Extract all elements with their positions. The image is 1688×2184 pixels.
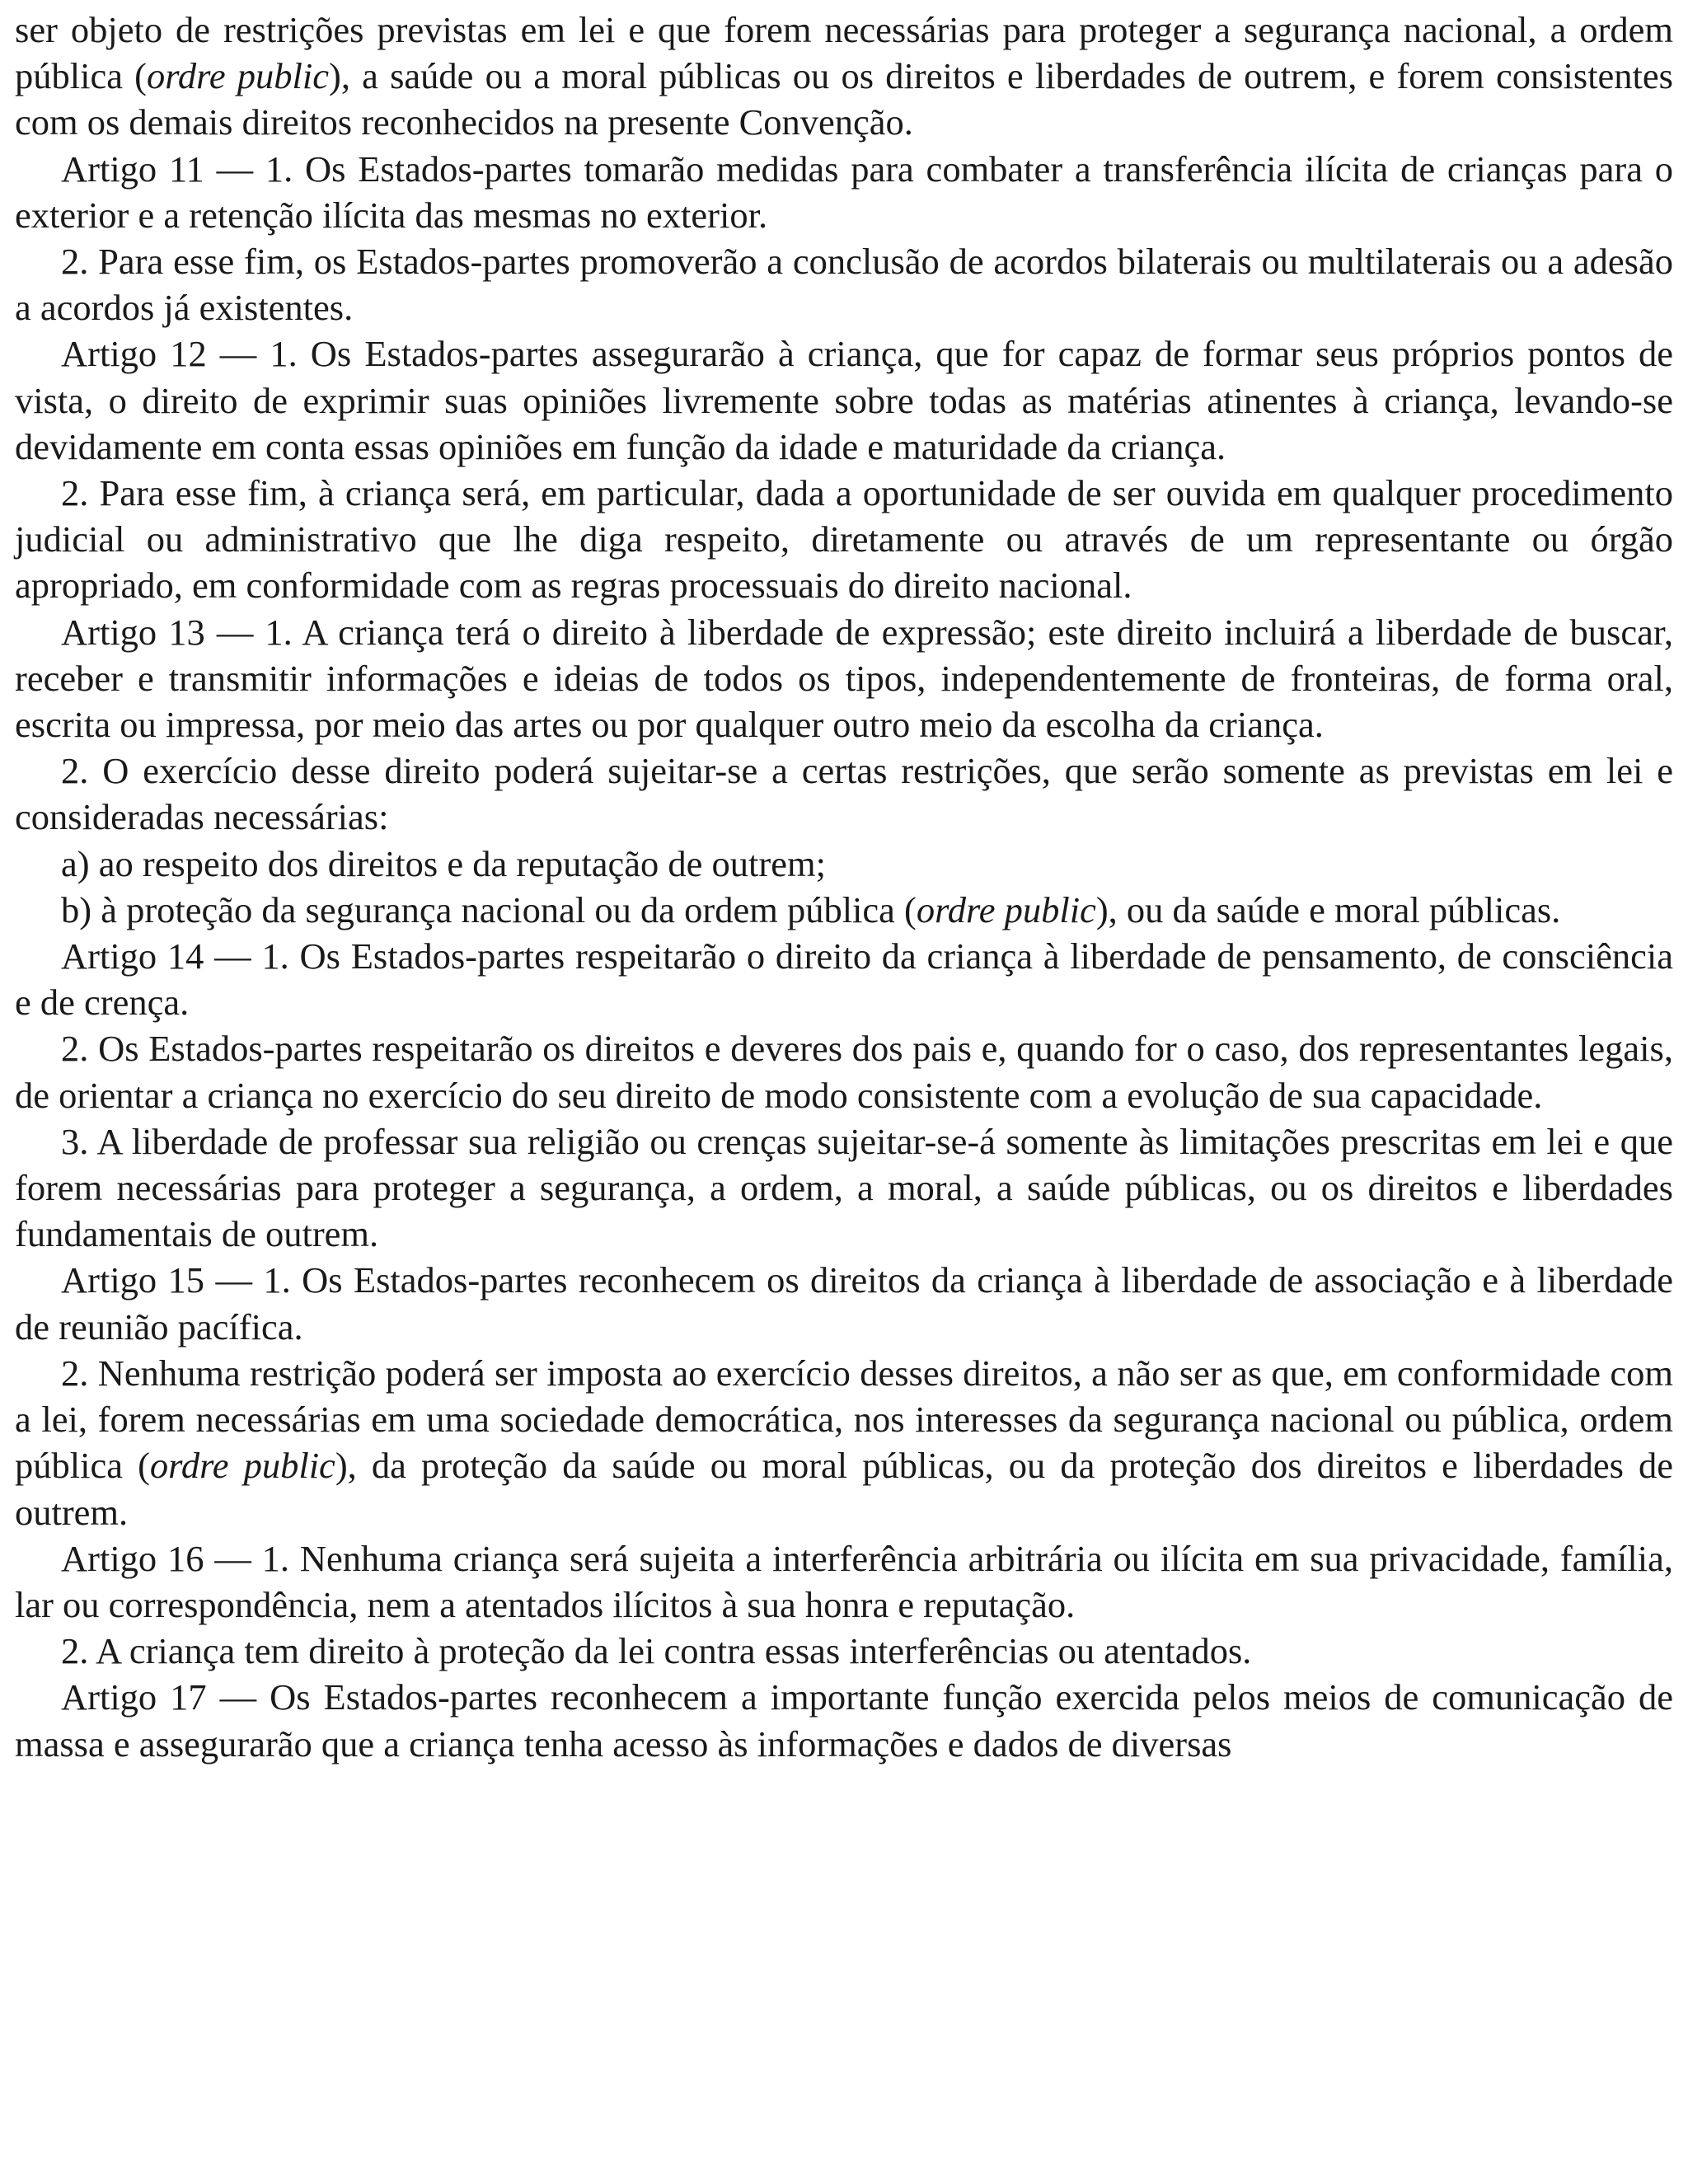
paragraph-article-12-1	[15, 330, 1673, 470]
paragraph-continuation	[15, 7, 1673, 146]
paragraph-text: Artigo 11 — 1. Os Estados-partes tomarão medidas para combater a transferência ilícita de crianças para o exterior e a retenção ilícita das mesmas no exterior.	[15, 148, 1673, 236]
paragraph-article-13-2-a	[15, 841, 1673, 887]
paragraph-text: 2. Os Estados-partes respeitarão os direitos e deveres dos pais e, quando for o caso, dos representantes legais, de orientar a criança no exercício do seu direito de modo consistente com a evolução de sua capacidade.	[15, 1028, 1673, 1116]
paragraph-article-15-2	[15, 1350, 1673, 1535]
paragraph-text: 2. A criança tem direito à proteção da lei contra essas interferências ou atentados.	[61, 1630, 1252, 1672]
paragraph-text: ser objeto de restrições previstas em lei e que forem necessárias para proteger a segurança nacional, a ordem pública (	[15, 9, 1673, 97]
paragraph-text: Artigo 16 — 1. Nenhuma criança será sujeita a interferência arbitrária ou ilícita em sua privacidade, família, lar ou correspondência, nem a atentados ilícitos à sua honra e reputação.	[15, 1537, 1673, 1625]
paragraph-article-11-2	[15, 238, 1673, 330]
paragraph-article-16-1	[15, 1535, 1673, 1628]
paragraph-text: 3. A liberdade de professar sua religião ou crenças sujeitar-se-á somente às limitações prescritas em lei e que forem necessárias para proteger a segurança, a ordem, a moral, a saúde públicas, ou os direitos e liberdades fundamentais de outrem.	[15, 1120, 1673, 1255]
paragraph-text: 2. O exercício desse direito poderá sujeitar-se a certas restrições, que serão somente as previstas em lei e consideradas necessárias:	[15, 750, 1673, 838]
paragraph-text: ), da proteção da saúde ou moral públicas, ou da proteção dos direitos e liberdades de outrem.	[15, 1445, 1673, 1533]
paragraph-text: ), ou da saúde e moral públicas.	[1095, 888, 1561, 930]
paragraph-text: a) ao respeito dos direitos e da reputação de outrem;	[61, 842, 826, 884]
paragraph-text: b) à proteção da segurança nacional ou da ordem pública (	[61, 888, 917, 930]
paragraph-text: 2. Para esse fim, à criança será, em particular, dada a oportunidade de ser ouvida em qualquer procedimento judicial ou administrativo que lhe diga respeito, diretamente ou através de um representante ou órgão apropriado, em conformidade com as regras processuais do direito nacional.	[15, 472, 1673, 607]
paragraph-article-16-2	[15, 1628, 1673, 1674]
paragraph-article-11-1	[15, 146, 1673, 238]
paragraph-text: Artigo 15 — 1. Os Estados-partes reconhecem os direitos da criança à liberdade de associação e à liberdade de reunião pacífica.	[15, 1259, 1673, 1347]
italic-term: ordre public	[147, 55, 330, 97]
paragraph-article-14-2	[15, 1025, 1673, 1118]
paragraph-text: Artigo 17 — Os Estados-partes reconhecem a importante função exercida pelos meios de comunicação de massa e assegurarão que a criança tenha acesso às informações e dados de diversas	[15, 1676, 1673, 1765]
paragraph-text: Artigo 14 — 1. Os Estados-partes respeitarão o direito da criança à liberdade de pensamento, de consciência e de crença.	[15, 935, 1673, 1024]
paragraph-text: ), a saúde ou a moral públicas ou os direitos e liberdades de outrem, e forem consistentes com os demais direitos reconhecidos na presente Convenção.	[15, 55, 1673, 143]
paragraph-text: Artigo 13 — 1. A criança terá o direito à liberdade de expressão; este direito incluirá a liberdade de buscar, receber e transmitir informações e ideias de todos os tipos, independentemente de fronteiras, de forma oral, escrita ou impressa, por meio das artes ou por qualquer outro meio da escolha da criança.	[15, 611, 1673, 746]
paragraph-article-13-1	[15, 609, 1673, 748]
paragraph-text: 2. Para esse fim, os Estados-partes promoverão a conclusão de acordos bilaterais ou multilaterais ou a adesão a acordos já existentes.	[15, 241, 1673, 329]
document-page	[15, 7, 1673, 1767]
paragraph-article-17	[15, 1674, 1673, 1766]
paragraph-text: 2. Nenhuma restrição poderá ser imposta ao exercício desses direitos, a não ser as que, em conformidade com a lei, forem necessárias em uma sociedade democrática, nos interesses da segurança nacional ou pública, ordem pública (	[15, 1352, 1673, 1487]
italic-term: ordre public	[916, 888, 1096, 930]
paragraph-text: Artigo 12 — 1. Os Estados-partes assegurarão à criança, que for capaz de formar seus próprios pontos de vista, o direito de exprimir suas opiniões livremente sobre todas as matérias atinentes à criança, levando-se devidamente em conta essas opiniões em função da idade e maturidade da criança.	[15, 333, 1673, 467]
italic-term: ordre public	[149, 1445, 335, 1487]
paragraph-article-14-3	[15, 1118, 1673, 1258]
paragraph-article-13-2	[15, 748, 1673, 840]
paragraph-article-12-2	[15, 470, 1673, 609]
paragraph-article-13-2-b	[15, 887, 1673, 933]
paragraph-article-15-1	[15, 1257, 1673, 1349]
paragraph-article-14-1	[15, 933, 1673, 1025]
